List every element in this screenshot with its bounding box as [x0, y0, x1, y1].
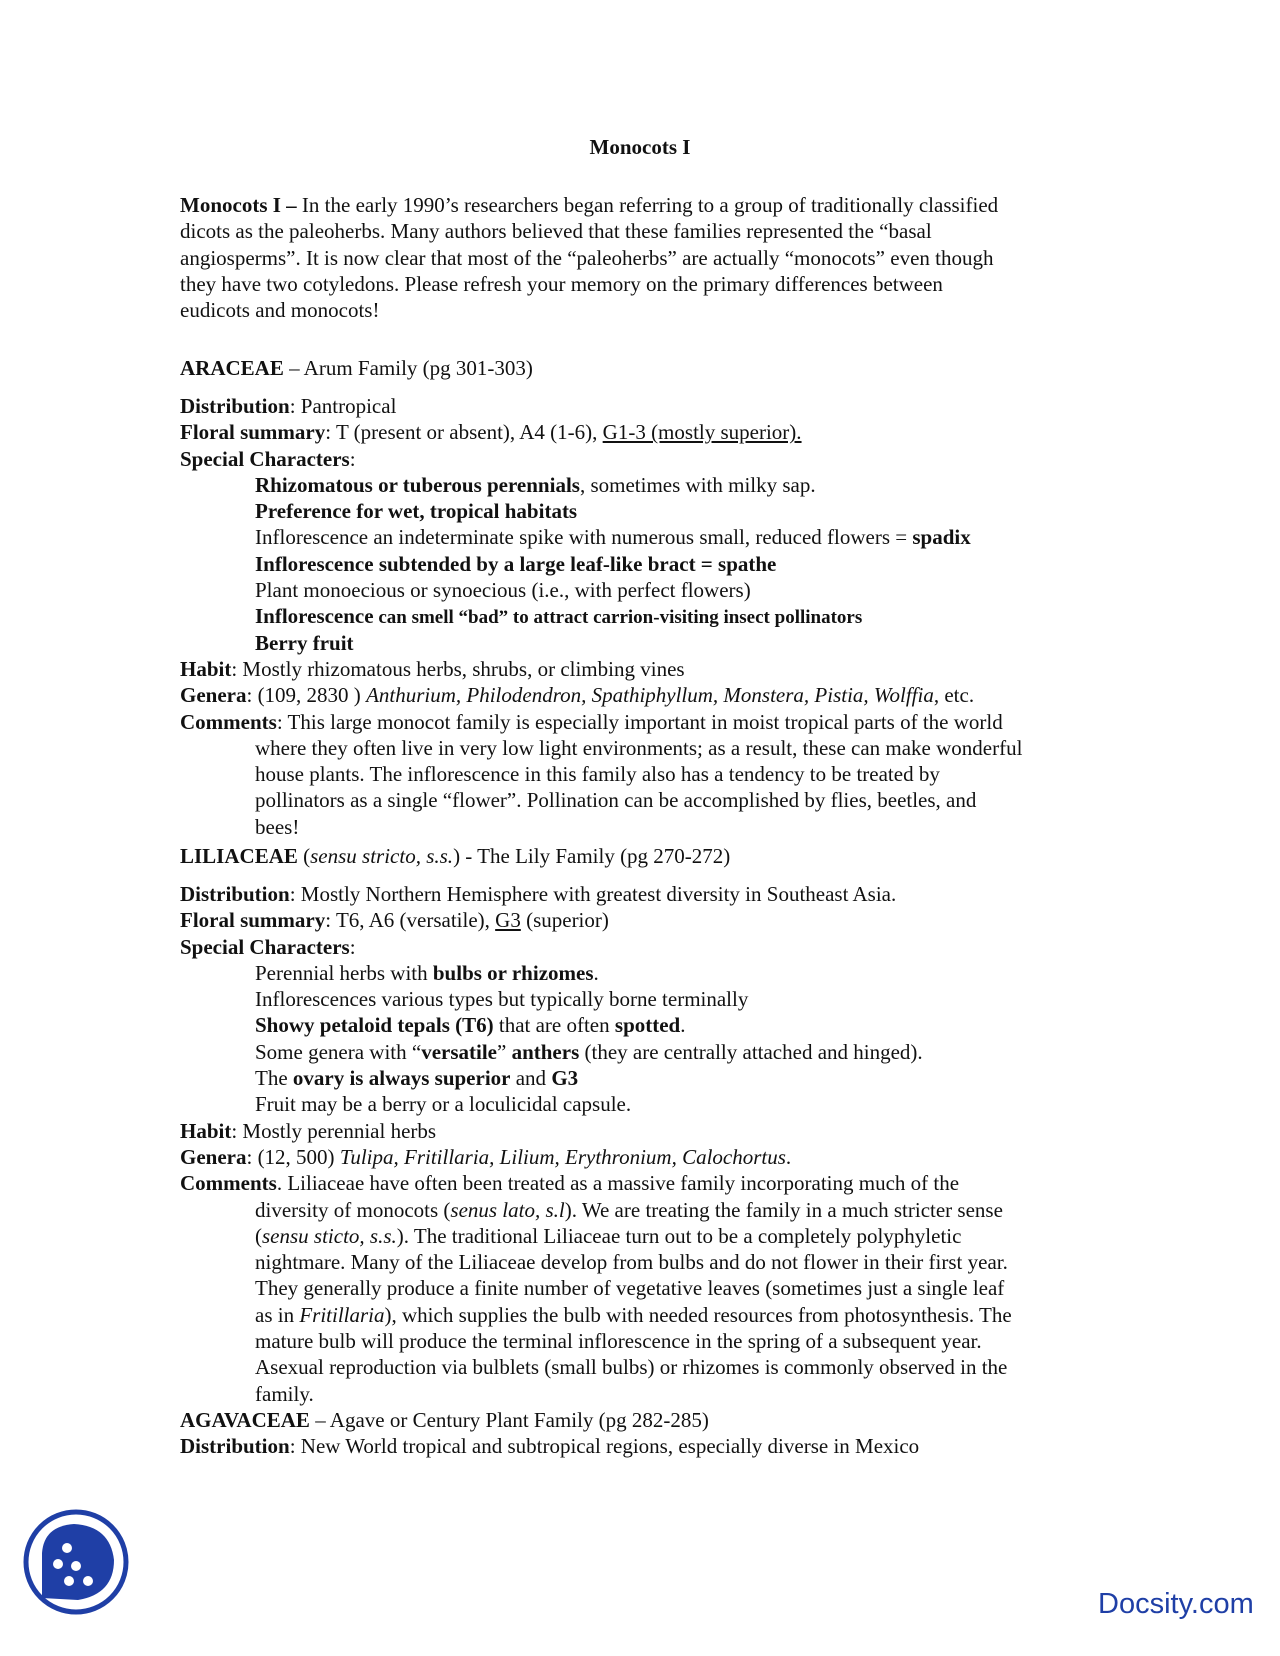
character-item: Fruit may be a berry or a loculicidal capsule.: [255, 1092, 632, 1117]
comments-line: bees!: [255, 814, 300, 839]
comments-line: nightmare. Many of the Liliaceae develop from bulbs and do not flower in their first year.: [255, 1250, 1008, 1275]
character-item: Inflorescence subtended by a large leaf-like bract = spathe: [255, 551, 777, 576]
character-item: Berry fruit: [255, 630, 354, 655]
liliaceae-section: [180, 881, 1100, 1460]
intro-heading: Monocots I –: [180, 193, 297, 217]
family-name: LILIACEAE: [180, 844, 298, 868]
family-name: AGAVACEAE: [180, 1407, 310, 1432]
character-item: Showy petaloid tepals (T6) that are often spotted.: [255, 1013, 686, 1038]
comments-line: pollinators as a single “flower”. Pollination can be accomplished by flies, beetles, and: [255, 788, 977, 813]
comments-line: diversity of monocots (senus lato, s.l). We are treating the family in a much stricter sense: [255, 1197, 1003, 1222]
character-item: Some genera with “versatile” anthers (they are centrally attached and hinged).: [255, 1039, 923, 1064]
floral-summary-row: Floral summary: T6, A6 (versatile), G3 (superior): [180, 908, 609, 933]
intro-line: dicots as the paleoherbs. Many authors believed that these families represented the “basal: [180, 219, 932, 244]
comments-line: They generally produce a finite number of vegetative leaves (sometimes just a single leaf: [255, 1276, 1005, 1301]
docsity-watermark[interactable]: Docsity.com: [1098, 1588, 1254, 1620]
special-characters-row: Special Characters:: [180, 934, 356, 959]
comments-line: as in Fritillaria), which supplies the bulb with needed resources from photosynthesis. The: [255, 1302, 1012, 1327]
comments-row: Comments. Liliaceae have often been treated as a massive family incorporating much of the: [180, 1171, 960, 1196]
docsity-logo-icon: [22, 1508, 130, 1616]
liliaceae-header: LILIACEAE (sensu stricto, s.s.) - The Lily Family (pg 270-272): [180, 844, 731, 868]
character-item: The ovary is always superior and G3: [255, 1066, 579, 1091]
comments-line: family.: [255, 1381, 314, 1406]
character-item: Perennial herbs with bulbs or rhizomes.: [255, 960, 599, 985]
intro-line: Monocots I – In the early 1990’s researchers began referring to a group of traditionally classified: [180, 193, 999, 217]
comments-line: house plants. The inflorescence in this family also has a tendency to be treated by: [255, 762, 940, 787]
intro-line: eudicots and monocots!: [180, 298, 380, 323]
genera-row: Genera: (12, 500) Tulipa, Fritillaria, Lilium, Erythronium, Calochortus.: [180, 1144, 792, 1169]
comments-line: mature bulb will produce the terminal inflorescence in the spring of a subsequent year.: [255, 1329, 982, 1354]
intro-line: they have two cotyledons. Please refresh your memory on the primary differences between: [180, 271, 943, 296]
page-title: Monocots I: [589, 135, 691, 159]
comments-line: (sensu sticto, s.s.). The traditional Liliaceae turn out to be a completely polyphyletic: [255, 1223, 962, 1248]
araceae-section: [180, 393, 1100, 840]
distribution-row: Distribution: New World tropical and subtropical regions, especially diverse in Mexico: [180, 1434, 920, 1459]
character-item: Plant monoecious or synoecious (i.e., with perfect flowers): [255, 578, 751, 603]
habit-row: Habit: Mostly rhizomatous herbs, shrubs, or climbing vines: [180, 656, 685, 681]
agavaceae-header: AGAVACEAE – Agave or Century Plant Family (pg 282-285): [180, 1407, 709, 1432]
araceae-header: ARACEAE – Arum Family (pg 301-303): [180, 356, 533, 380]
distribution-row: Distribution: Mostly Northern Hemisphere with greatest diversity in Southeast Asia.: [180, 882, 897, 906]
character-item: Inflorescence can smell “bad” to attract carrion-visiting insect pollinators: [255, 604, 863, 629]
family-name: ARACEAE: [180, 356, 284, 380]
comments-line: where they often live in very low light environments; as a result, these can make wonderful: [255, 735, 1023, 760]
character-item: Preference for wet, tropical habitats: [255, 499, 578, 524]
comments-line: Asexual reproduction via bulblets (small bulbs) or rhizomes is commonly observed in the: [255, 1355, 1008, 1380]
intro-line: angiosperms”. It is now clear that most of the “paleoherbs” are actually “monocots” even though: [180, 245, 994, 270]
intro-paragraph: [180, 192, 1100, 323]
comments-row: Comments: This large monocot family is especially important in moist tropical parts of the world: [180, 709, 1003, 734]
floral-summary-row: Floral summary: T (present or absent), A4 (1-6), G1-3 (mostly superior).: [180, 420, 802, 445]
special-characters-row: Special Characters:: [180, 446, 356, 471]
habit-row: Habit: Mostly perennial herbs: [180, 1118, 437, 1143]
distribution-row: Distribution: Pantropical: [180, 394, 397, 418]
character-item: Rhizomatous or tuberous perennials, sometimes with milky sap.: [255, 472, 816, 497]
character-item: Inflorescence an indeterminate spike with numerous small, reduced flowers = spadix: [255, 525, 971, 550]
character-item: Inflorescences various types but typically borne terminally: [255, 987, 749, 1012]
genera-row: Genera: (109, 2830 ) Anthurium, Philodendron, Spathiphyllum, Monstera, Pistia, Wolffia, etc.: [180, 683, 975, 708]
